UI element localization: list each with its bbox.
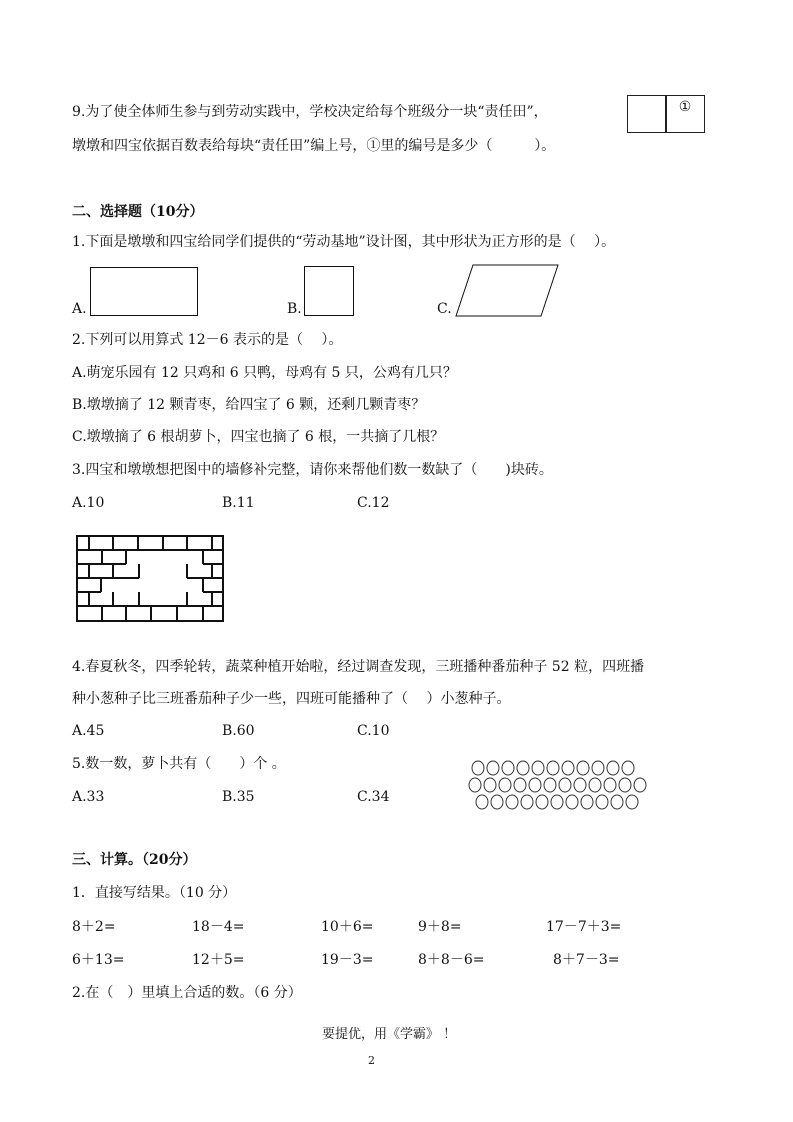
section2-title: 二、选择题（10分） [72, 204, 204, 220]
q9-line1: 9.为了使全体师生参与到劳动实践中，学校决定给每个班级分一块“责任田”， [72, 104, 548, 120]
radish-icon [476, 795, 488, 809]
radish-icon [484, 778, 496, 792]
s2-q5-a: A.33 [72, 789, 105, 805]
parallelogram-shape [455, 264, 560, 318]
radish-icon [499, 778, 511, 792]
radish-icon [611, 795, 623, 809]
radish-icon [502, 761, 514, 775]
radish-icon [566, 795, 578, 809]
radish-icon [547, 761, 559, 775]
radish-icon [517, 761, 529, 775]
s2-q2: 2.下列可以用算式 12－6 表示的是（ ）。 [72, 332, 343, 348]
s2-q4-line1: 4.春夏秋冬，四季轮转，蔬菜种植开始啦，经过调查发现，三班播种番茄种子 52 粒，四班播 [72, 659, 645, 675]
radish-icon [544, 778, 556, 792]
calc-row1-3: 9＋8= [418, 919, 462, 935]
page-number: 2 [368, 1054, 375, 1067]
radish-icon [469, 778, 481, 792]
calc-row1-2: 10＋6= [321, 919, 374, 935]
calc-row2-2: 19－3= [321, 952, 374, 968]
q9-line2: 墩墩和四宝依据百数表给每块“责任田”编上号，①里的编号是多少（ ）。 [72, 138, 556, 154]
s2-q4-c: C.10 [357, 723, 390, 739]
s2-q4-b: B.60 [222, 723, 255, 739]
radish-icon [506, 795, 518, 809]
section3-title: 三、计算。（20分） [72, 852, 197, 868]
calc-row2-1: 12＋5= [192, 952, 245, 968]
s2-q1-c: C. [437, 301, 452, 317]
radish-icon [592, 761, 604, 775]
radish-icon [536, 795, 548, 809]
rectangle-shape [90, 267, 198, 316]
radish-icon [487, 761, 499, 775]
calc-row1-1: 18－4= [192, 919, 245, 935]
radish-icon [604, 778, 616, 792]
radish-icon [574, 778, 586, 792]
calc-row2-3: 8＋8－6= [418, 952, 485, 968]
field-cell-blank [627, 95, 667, 133]
s3-q1: 1．直接写结果。（10 分） [72, 885, 237, 901]
s2-q1-a: A. [72, 301, 87, 317]
square-shape [304, 266, 354, 316]
radish-icon [596, 795, 608, 809]
radish-icon [589, 778, 601, 792]
calc-row1-0: 8＋2= [72, 919, 116, 935]
s2-q3-c: C.12 [357, 495, 390, 511]
s2-q1-b: B. [287, 301, 302, 317]
s2-q3-a: A.10 [72, 495, 105, 511]
s2-q1: 1.下面是墩墩和四宝给同学们提供的“劳动基地”设计图，其中形状为正方形的是（ ）。 [72, 234, 616, 250]
s2-q5-b: B.35 [222, 789, 255, 805]
s2-q2-c: C.墩墩摘了 6 根胡萝卜，四宝也摘了 6 根，一共摘了几根？ [72, 429, 445, 445]
radish-icon [551, 795, 563, 809]
s2-q4-line2: 种小葱种子比三班番茄种子少一些，四班可能播种了（ ）小葱种子。 [72, 691, 511, 707]
calc-row2-4: 8＋7－3= [553, 952, 620, 968]
s2-q2-a: A.萌宠乐园有 12 只鸡和 6 只鸭，母鸡有 5 只，公鸡有几只？ [72, 365, 457, 381]
radish-icon [626, 795, 638, 809]
radish-icon [491, 795, 503, 809]
brick-wall-figure [75, 535, 227, 623]
radish-icon [622, 761, 634, 775]
s2-q5: 5.数一数，萝卜共有（ ）个 。 [72, 756, 286, 772]
radish-icon [532, 761, 544, 775]
s2-q4-a: A.45 [72, 723, 105, 739]
s2-q2-b: B.墩墩摘了 12 颗青枣，给四宝了 6 颗，还剩几颗青枣？ [72, 397, 426, 413]
s2-q3-b: B.11 [222, 495, 255, 511]
radish-picture [468, 752, 658, 817]
radish-icon [619, 778, 631, 792]
radish-icon [634, 778, 646, 792]
radish-icon [529, 778, 541, 792]
radish-icon [562, 761, 574, 775]
radish-icon [607, 761, 619, 775]
field-cell-1: ① [665, 95, 705, 133]
radish-icon [559, 778, 571, 792]
s2-q3: 3.四宝和墩墩想把图中的墙修补完整，请你来帮他们数一数缺了（ )块砖。 [72, 462, 553, 478]
calc-row1-4: 17－7＋3= [546, 919, 622, 935]
s3-q2: 2.在（ ）里填上合适的数。（6 分） [72, 985, 302, 1001]
footer-slogan: 要提优，用《学霸》 ！ [322, 1027, 457, 1042]
radish-icon [581, 795, 593, 809]
radish-icon [521, 795, 533, 809]
radish-icon [577, 761, 589, 775]
s2-q5-c: C.34 [357, 789, 390, 805]
calc-row2-0: 6＋13= [72, 952, 125, 968]
radish-icon [514, 778, 526, 792]
radish-icon [472, 761, 484, 775]
